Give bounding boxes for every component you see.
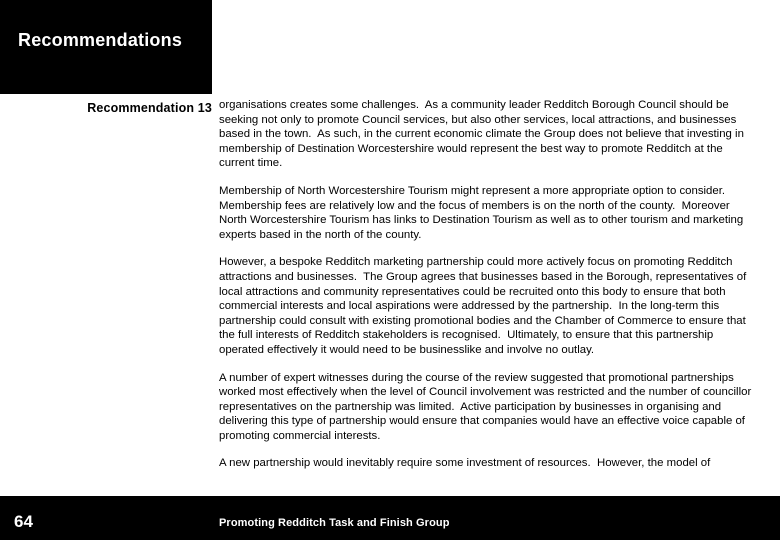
body-content — [219, 98, 753, 471]
body-paragraph: A new partnership would inevitably require some investment of resources. However, the model of — [219, 457, 711, 470]
page-title: Recommendations — [18, 30, 183, 50]
footer-band — [0, 496, 780, 540]
body-paragraph: organisations creates some challenges. As a community leader Redditch Borough Council should be seeking not only to promote Council services, but also other services, local attractions, and businesses based in the town. As such, in the current economic climate the Group does not believe that investing in membership of Destination Worcestershire would represent the best way to promote Redditch at the current time. — [219, 99, 748, 170]
footer-title: Promoting Redditch Task and Finish Group — [219, 517, 450, 529]
body-paragraph: Membership of North Worcestershire Tourism might represent a more appropriate option to consider. Membership fees are relatively low and the focus of members is on the north of the county. Moreover North Worcestershire Tourism has links to Destination Tourism as well as to other tourism and marketing experts based in the north of the county. — [219, 184, 747, 241]
recommendation-label: Recommendation 13 — [87, 101, 212, 115]
body-paragraph: A number of expert witnesses during the course of the review suggested that promotional partnerships worked most effectively when the level of Council involvement was restricted and the number of councillor representatives on the partnership was limited. Active participation by businesses in organising and delivering this type of partnership would ensure that companies would have an effective voice capable of promoting commercial interests. — [219, 371, 755, 442]
body-paragraph: However, a bespoke Redditch marketing partnership could more actively focus on promoting Redditch attractions and businesses. The Group agrees that businesses based in the Borough, representatives of local attractions and community representatives could be recruited onto this body to ensure that both commercial interests and local aspirations were addressed by the partnership. In the long-term this partnership could consult with existing promotional bodies and the Chamber of Commerce to ensure that the full interests of Redditch stakeholders is recognised. Ultimately, to ensure that this partnership operated effectively it would need to be businesslike and involve no outlay. — [219, 256, 750, 356]
page-number: 64 — [14, 512, 33, 531]
